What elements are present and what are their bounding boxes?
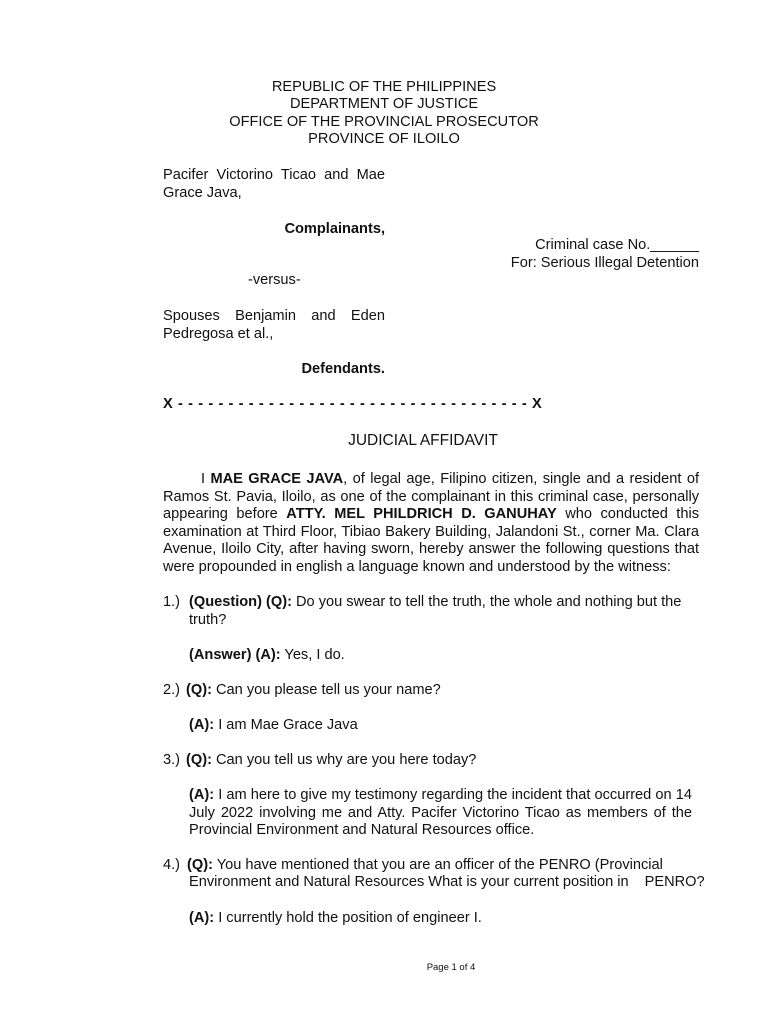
a2-text: I am Mae Grace Java [218, 717, 358, 733]
q1-label: (Question) (Q): [189, 594, 292, 610]
q4-question-line2 [189, 874, 705, 892]
q3-text: Can you tell us why are you here today? [216, 752, 477, 768]
intro-text-3: who conducted this examination at Third Floor, Tibiao Bakery Building, Jalandoni St., corner Ma. Clara Avenue, Iloilo City, after having sworn, hereby answer the following questions that were propounded in english a language known and understood by the witness: [163, 506, 700, 575]
q1-text: Do you swear to tell the truth, the whole and nothing but the truth? [189, 594, 682, 628]
intro-text-2: , of legal age, Filipino citizen, single and a resident of Ramos St. Pavia, Iloilo, as one of the complainant in this criminal case, personally appearing before [163, 471, 699, 523]
a3-text: I am here to give my testimony regarding the incident that occurred on 14 July 2022 involving me and Atty. Pacifer Victorino Ticao as members of the Provincial Environment and Natural Resources office. [189, 787, 692, 839]
complainants-label: Complainants, [284, 221, 385, 237]
caption-divider: X - - - - - - - - - - - - - - - - - - - - - - - - - - - - - - - - - - - X [163, 396, 543, 412]
a4-answer [189, 910, 699, 928]
complainants-names: Pacifer Victorino Ticao and Mae Grace Java, [163, 167, 385, 201]
q2-question [186, 682, 699, 700]
q3-question [186, 752, 699, 770]
q4-question-line1 [187, 857, 699, 875]
q4-text-line1: You have mentioned that you are an officer of the PENRO (Provincial [216, 857, 663, 873]
intro-paragraph [163, 471, 699, 577]
q4-text-line2: Environment and Natural Resources What is your current position in [189, 874, 629, 890]
q2-number: 2.) [163, 682, 181, 698]
q4-text-line2-end: PENRO? [644, 874, 705, 890]
a1-answer [189, 647, 699, 665]
a1-text: Yes, I do. [284, 647, 345, 663]
header-office: OFFICE OF THE PROVINCIAL PROSECUTOR [229, 114, 539, 130]
versus-label: -versus- [248, 272, 301, 288]
q3-label: (Q): [186, 752, 212, 768]
case-nature: For: Serious Illegal Detention [510, 255, 699, 271]
q2-text: Can you please tell us your name? [216, 682, 441, 698]
page-number: Page 1 of 4 [426, 962, 476, 973]
q3-number: 3.) [163, 752, 181, 768]
a4-text: I currently hold the position of engineer I. [218, 910, 482, 926]
q1-number: 1.) [163, 594, 181, 610]
q2-label: (Q): [186, 682, 212, 698]
header-province: PROVINCE OF ILOILO [308, 131, 460, 147]
q4-label: (Q): [187, 857, 213, 873]
q1-question [189, 594, 699, 629]
a2-answer [189, 717, 699, 735]
affiant-name: MAE GRACE JAVA [210, 471, 344, 487]
header-republic: REPUBLIC OF THE PHILIPPINES [271, 79, 497, 95]
a3-label: (A): [189, 787, 215, 803]
defendants-names: Spouses Benjamin and Eden Pedregosa et al., [163, 308, 385, 342]
a1-label: (Answer) (A): [189, 647, 281, 663]
attorney-name: ATTY. MEL PHILDRICH D. GANUHAY [286, 506, 557, 523]
q4-number: 4.) [163, 857, 181, 873]
a2-label: (A): [189, 717, 215, 733]
case-number: Criminal case No.______ [535, 237, 699, 253]
defendants-label: Defendants. [301, 361, 385, 377]
a4-label: (A): [189, 910, 215, 926]
document-title: JUDICIAL AFFIDAVIT [348, 432, 498, 449]
header-department: DEPARTMENT OF JUSTICE [289, 96, 479, 112]
a3-answer [189, 787, 692, 840]
intro-text-1: I [201, 471, 211, 487]
